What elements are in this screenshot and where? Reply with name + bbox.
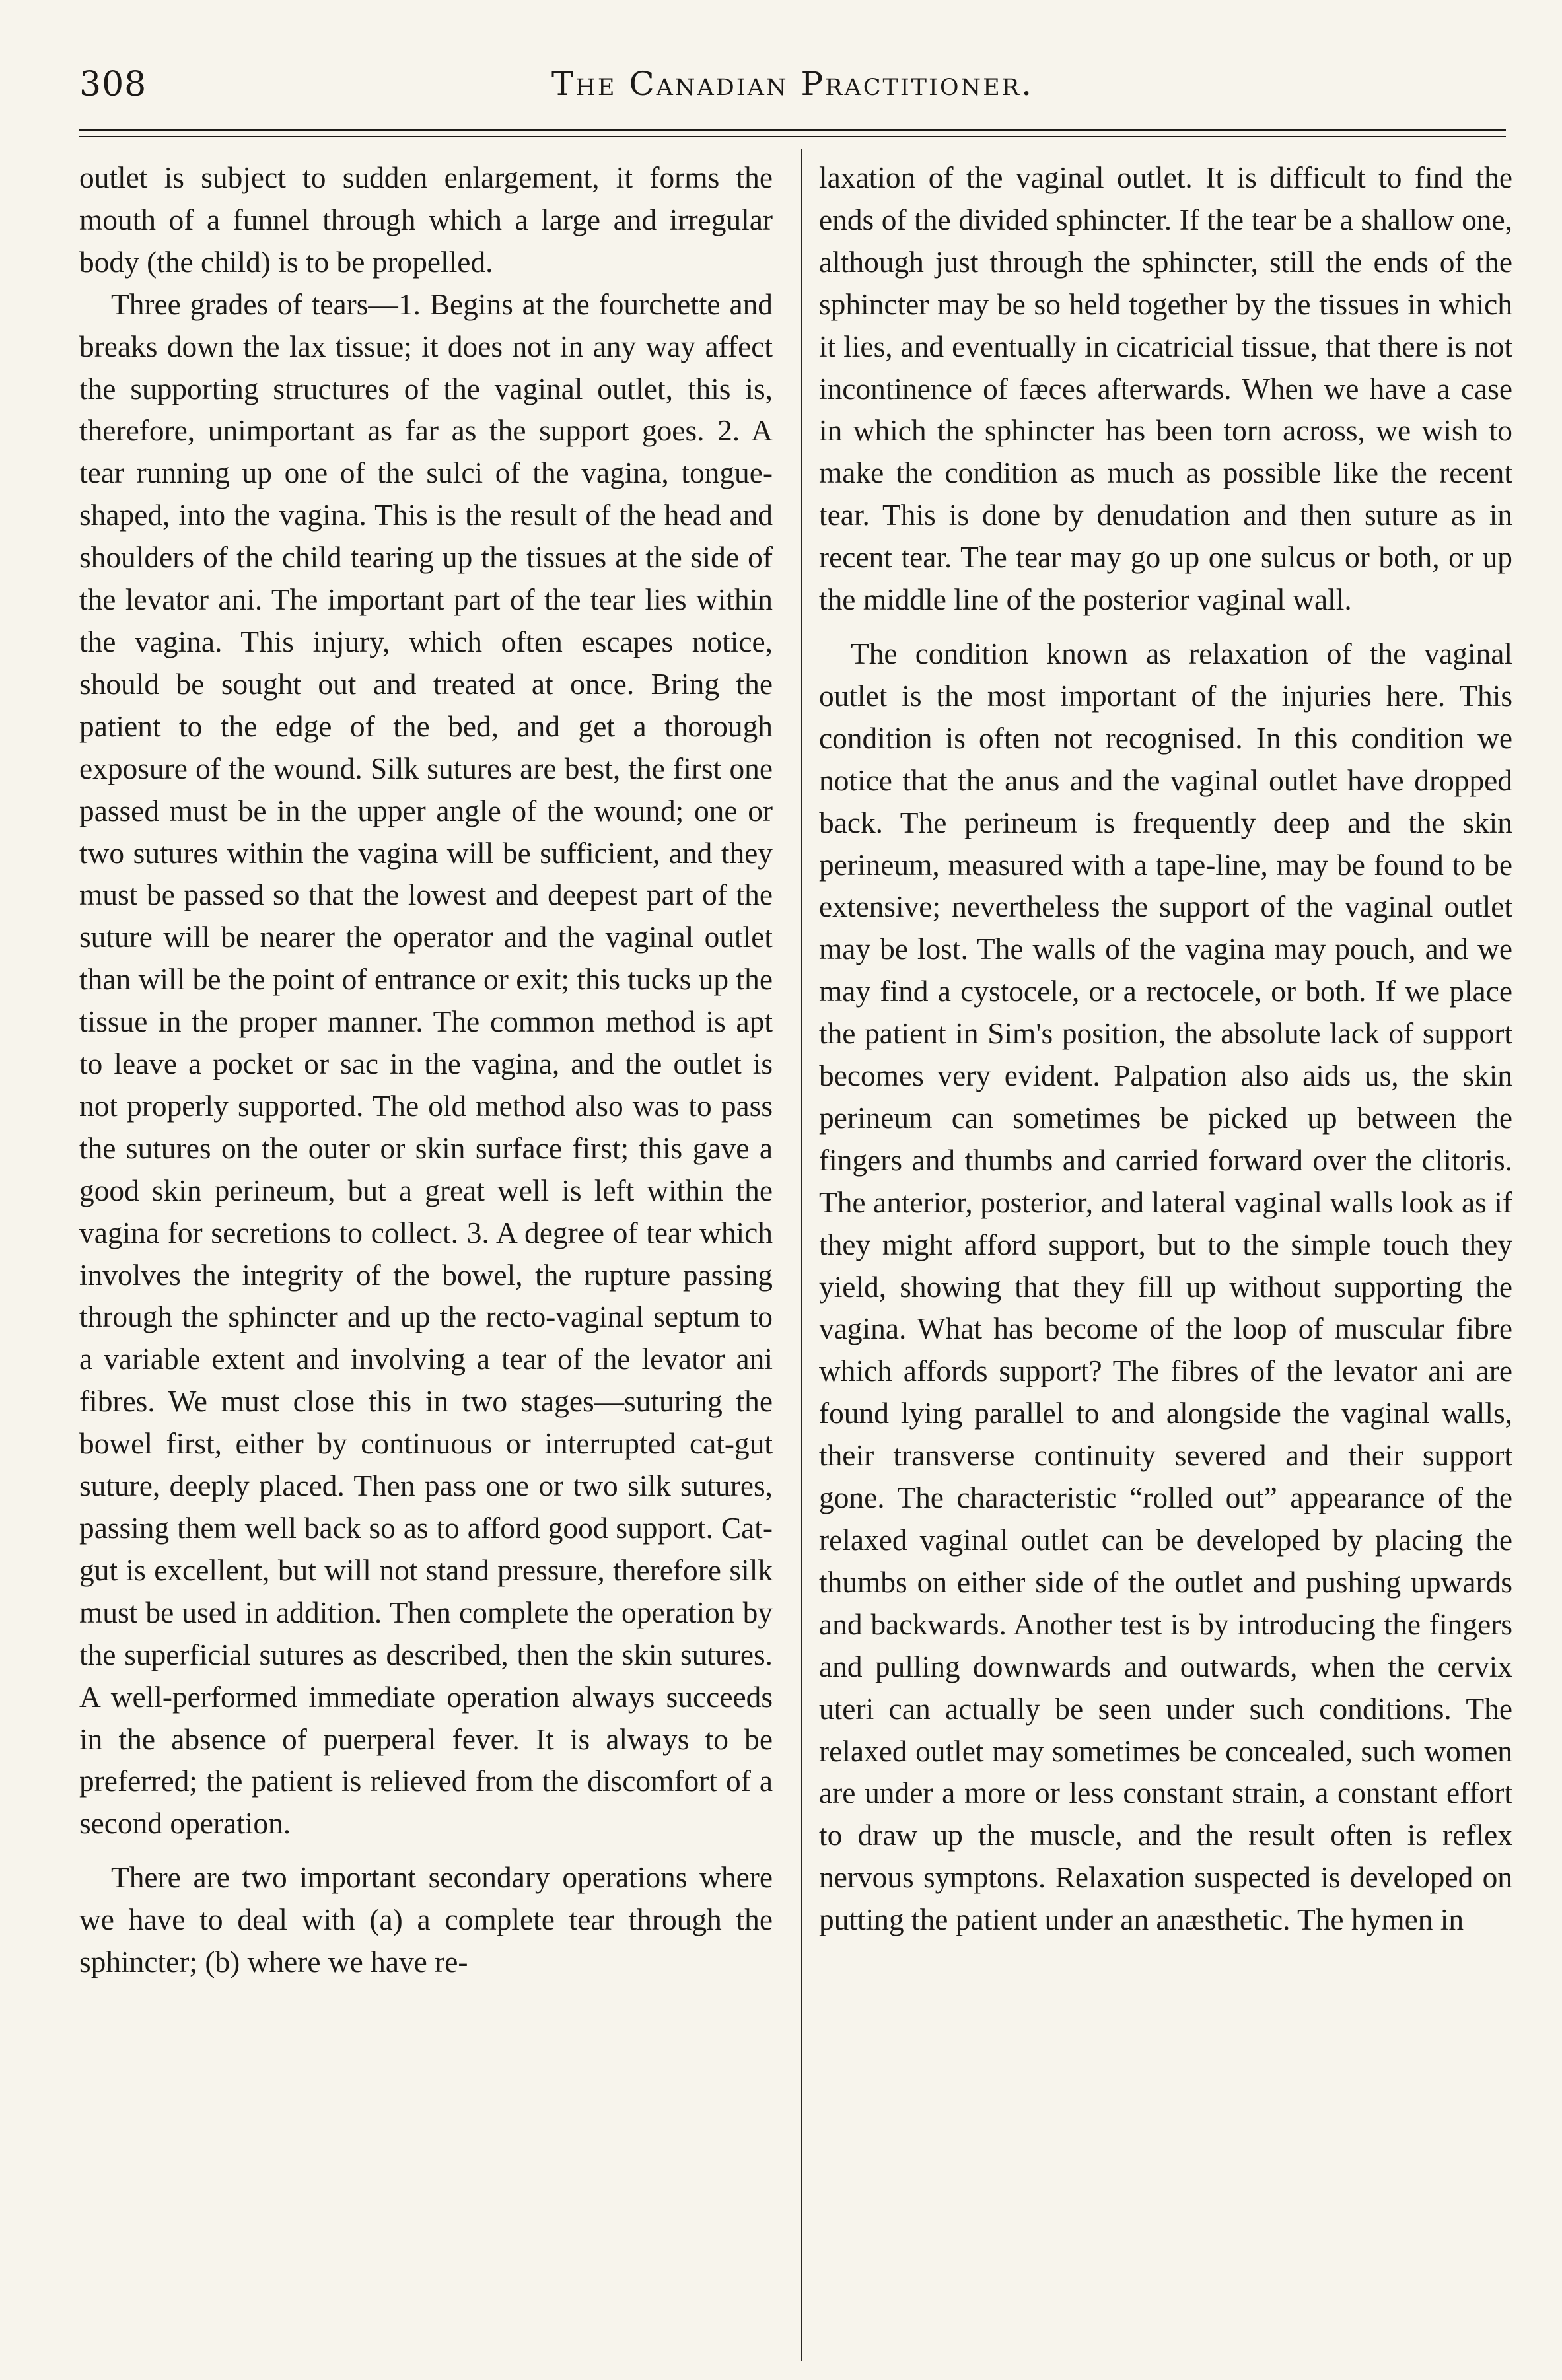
header-rule — [79, 129, 1506, 131]
page-number: 308 — [79, 65, 147, 104]
paragraph: The condition known as relaxation of the vaginal outlet is the most important of the injuries here. This condition is often not recognised. In this condition we notice that the anus and the vaginal outlet have dropped back. The perineum is frequently deep and the skin perineum, measured with a tape-line, may be found to be extensive; nevertheless the support of the vaginal outlet may be lost. The walls of the vagina may pouch, and we may find a cystocele, or a rectocele, or both. If we place the patient in Sim's position, the absolute lack of support becomes very evident. Palpation also aids us, the skin perineum can sometimes be picked up between the fingers and thumbs and carried forward over the clitoris. The anterior, posterior, and lateral vaginal walls look as if they might afford support, but to the simple touch they yield, showing that they fill up without supporting the vagina. What has become of the loop of muscular fibre which affords support? The fibres of the levator ani are found lying parallel to and alongside the vaginal walls, their transverse continuity severed and their support gone. The characteristic “rolled out” appearance of the relaxed vaginal outlet can be developed by placing the thumbs on either side of the outlet and pushing upwards and backwards. Another test is by introducing the fingers and pulling downwards and outwards, when the cervix uteri can actually be seen under such conditions. The relaxed outlet may sometimes be concealed, such women are under a more or less constant strain, a constant effort to draw up the muscle, and the result often is reflex nervous symptons. Relaxation suspected is developed on putting the patient under an anæsthetic. The hymen in — [819, 637, 1512, 1937]
paragraph: outlet is subject to sudden enlargement, it forms the mouth of a funnel through which a large and irregular body (the child) is to be propelled. — [79, 161, 773, 279]
header-rule-thin — [79, 136, 1506, 137]
page-header — [79, 58, 1506, 111]
paragraph: There are two important secondary operations where we have to deal with (a) a complete tear through the sphincter; (b) where we have re- — [79, 1861, 773, 1979]
left-column — [79, 157, 773, 1984]
right-column — [819, 157, 1512, 1942]
running-title: The Canadian Practitioner. — [551, 65, 1034, 103]
paragraph: laxation of the vaginal outlet. It is difficult to find the ends of the divided sphincter. If the tear be a shallow one, although just through the sphincter, still the ends of the sphincter may be so held together by the tissues in which it lies, and eventually in cicatricial tissue, that there is not incontinence of fæces afterwards. When we have a case in which the sphincter has been torn across, we wish to make the condition as much as possible like the recent tear. This is done by denudation and then suture as in recent tear. The tear may go up one sulcus or both, or up the middle line of the posterior vaginal wall. — [819, 161, 1512, 617]
column-divider — [801, 149, 802, 2361]
paragraph: Three grades of tears—1. Begins at the fourchette and breaks down the lax tissue; it does not in any way affect the supporting structures of the vaginal outlet, this is, therefore, unimportant as far as the support goes. 2. A tear running up one of the sulci of the vagina, tongue-shaped, into the vagina. This is the result of the head and shoulders of the child tearing up the tissues at the side of the levator ani. The important part of the tear lies within the vagina. This injury, which often escapes notice, should be sought out and treated at once. Bring the patient to the edge of the bed, and get a thorough exposure of the wound. Silk sutures are best, the first one passed must be in the upper angle of the wound; one or two sutures within the vagina will be sufficient, and they must be passed so that the lowest and deepest part of the suture will be nearer the operator and the vaginal outlet than will be the point of entrance or exit; this tucks up the tissue in the proper manner. The common method is apt to leave a pocket or sac in the vagina, and the outlet is not properly supported. The old method also was to pass the sutures on the outer or skin surface first; this gave a good skin perineum, but a great well is left within the vagina for secretions to collect. 3. A degree of tear which involves the integrity of the bowel, the rupture passing through the sphincter and up the recto-vaginal septum to a variable extent and involving a tear of the levator ani fibres. We must close this in two stages—suturing the bowel first, either by continuous or interrupted cat-gut suture, deeply placed. Then pass one or two silk sutures, passing them well back so as to afford good support. Cat-gut is excellent, but will not stand pressure, therefore silk must be used in addition. Then complete the operation by the superficial sutures as described, then the skin sutures. A well-performed immediate operation always succeeds in the absence of puerperal fever. It is always to be preferred; the patient is relieved from the discomfort of a second operation. — [79, 287, 773, 1840]
